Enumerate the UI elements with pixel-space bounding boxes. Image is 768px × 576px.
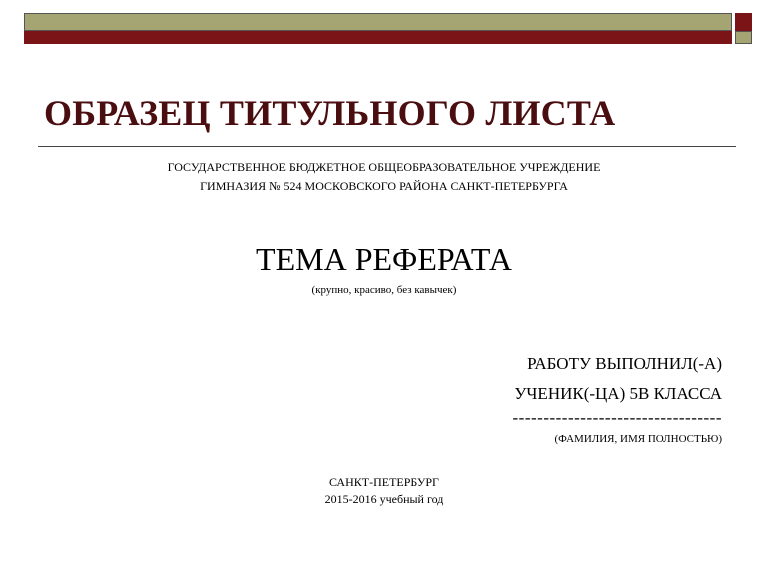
slide-title: ОБРАЗЕЦ ТИТУЛЬНОГО ЛИСТА: [44, 93, 616, 133]
header-band-olive: [24, 13, 732, 31]
topic-note: (крупно, красиво, без кавычек): [311, 284, 457, 296]
corner-square-olive: [735, 31, 752, 44]
author-name-blank: ----------------------------------: [512, 408, 722, 427]
corner-square-maroon: [735, 13, 752, 31]
school-name-line-2: ГИМНАЗИЯ № 524 МОСКОВСКОГО РАЙОНА САНКТ-ПЕТЕРБУРГА: [200, 179, 568, 193]
topic-heading: ТЕМА РЕФЕРАТА: [256, 241, 512, 277]
header-band-maroon: [24, 31, 732, 44]
title-divider: [38, 146, 736, 147]
author-name-note: (ФАМИЛИЯ, ИМЯ ПОЛНОСТЬЮ): [554, 433, 722, 445]
city-label: САНКТ-ПЕТЕРБУРГ: [329, 475, 439, 489]
school-year-label: 2015-2016 учебный год: [324, 492, 444, 506]
school-name-line-1: ГОСУДАРСТВЕННОЕ БЮДЖЕТНОЕ ОБЩЕОБРАЗОВАТЕЛЬНОЕ УЧРЕЖДЕНИЕ: [167, 160, 601, 174]
author-line-2: УЧЕНИК(-ЦА) 5В КЛАССА: [514, 384, 722, 403]
author-line-1: РАБОТУ ВЫПОЛНИЛ(-А): [527, 354, 722, 373]
